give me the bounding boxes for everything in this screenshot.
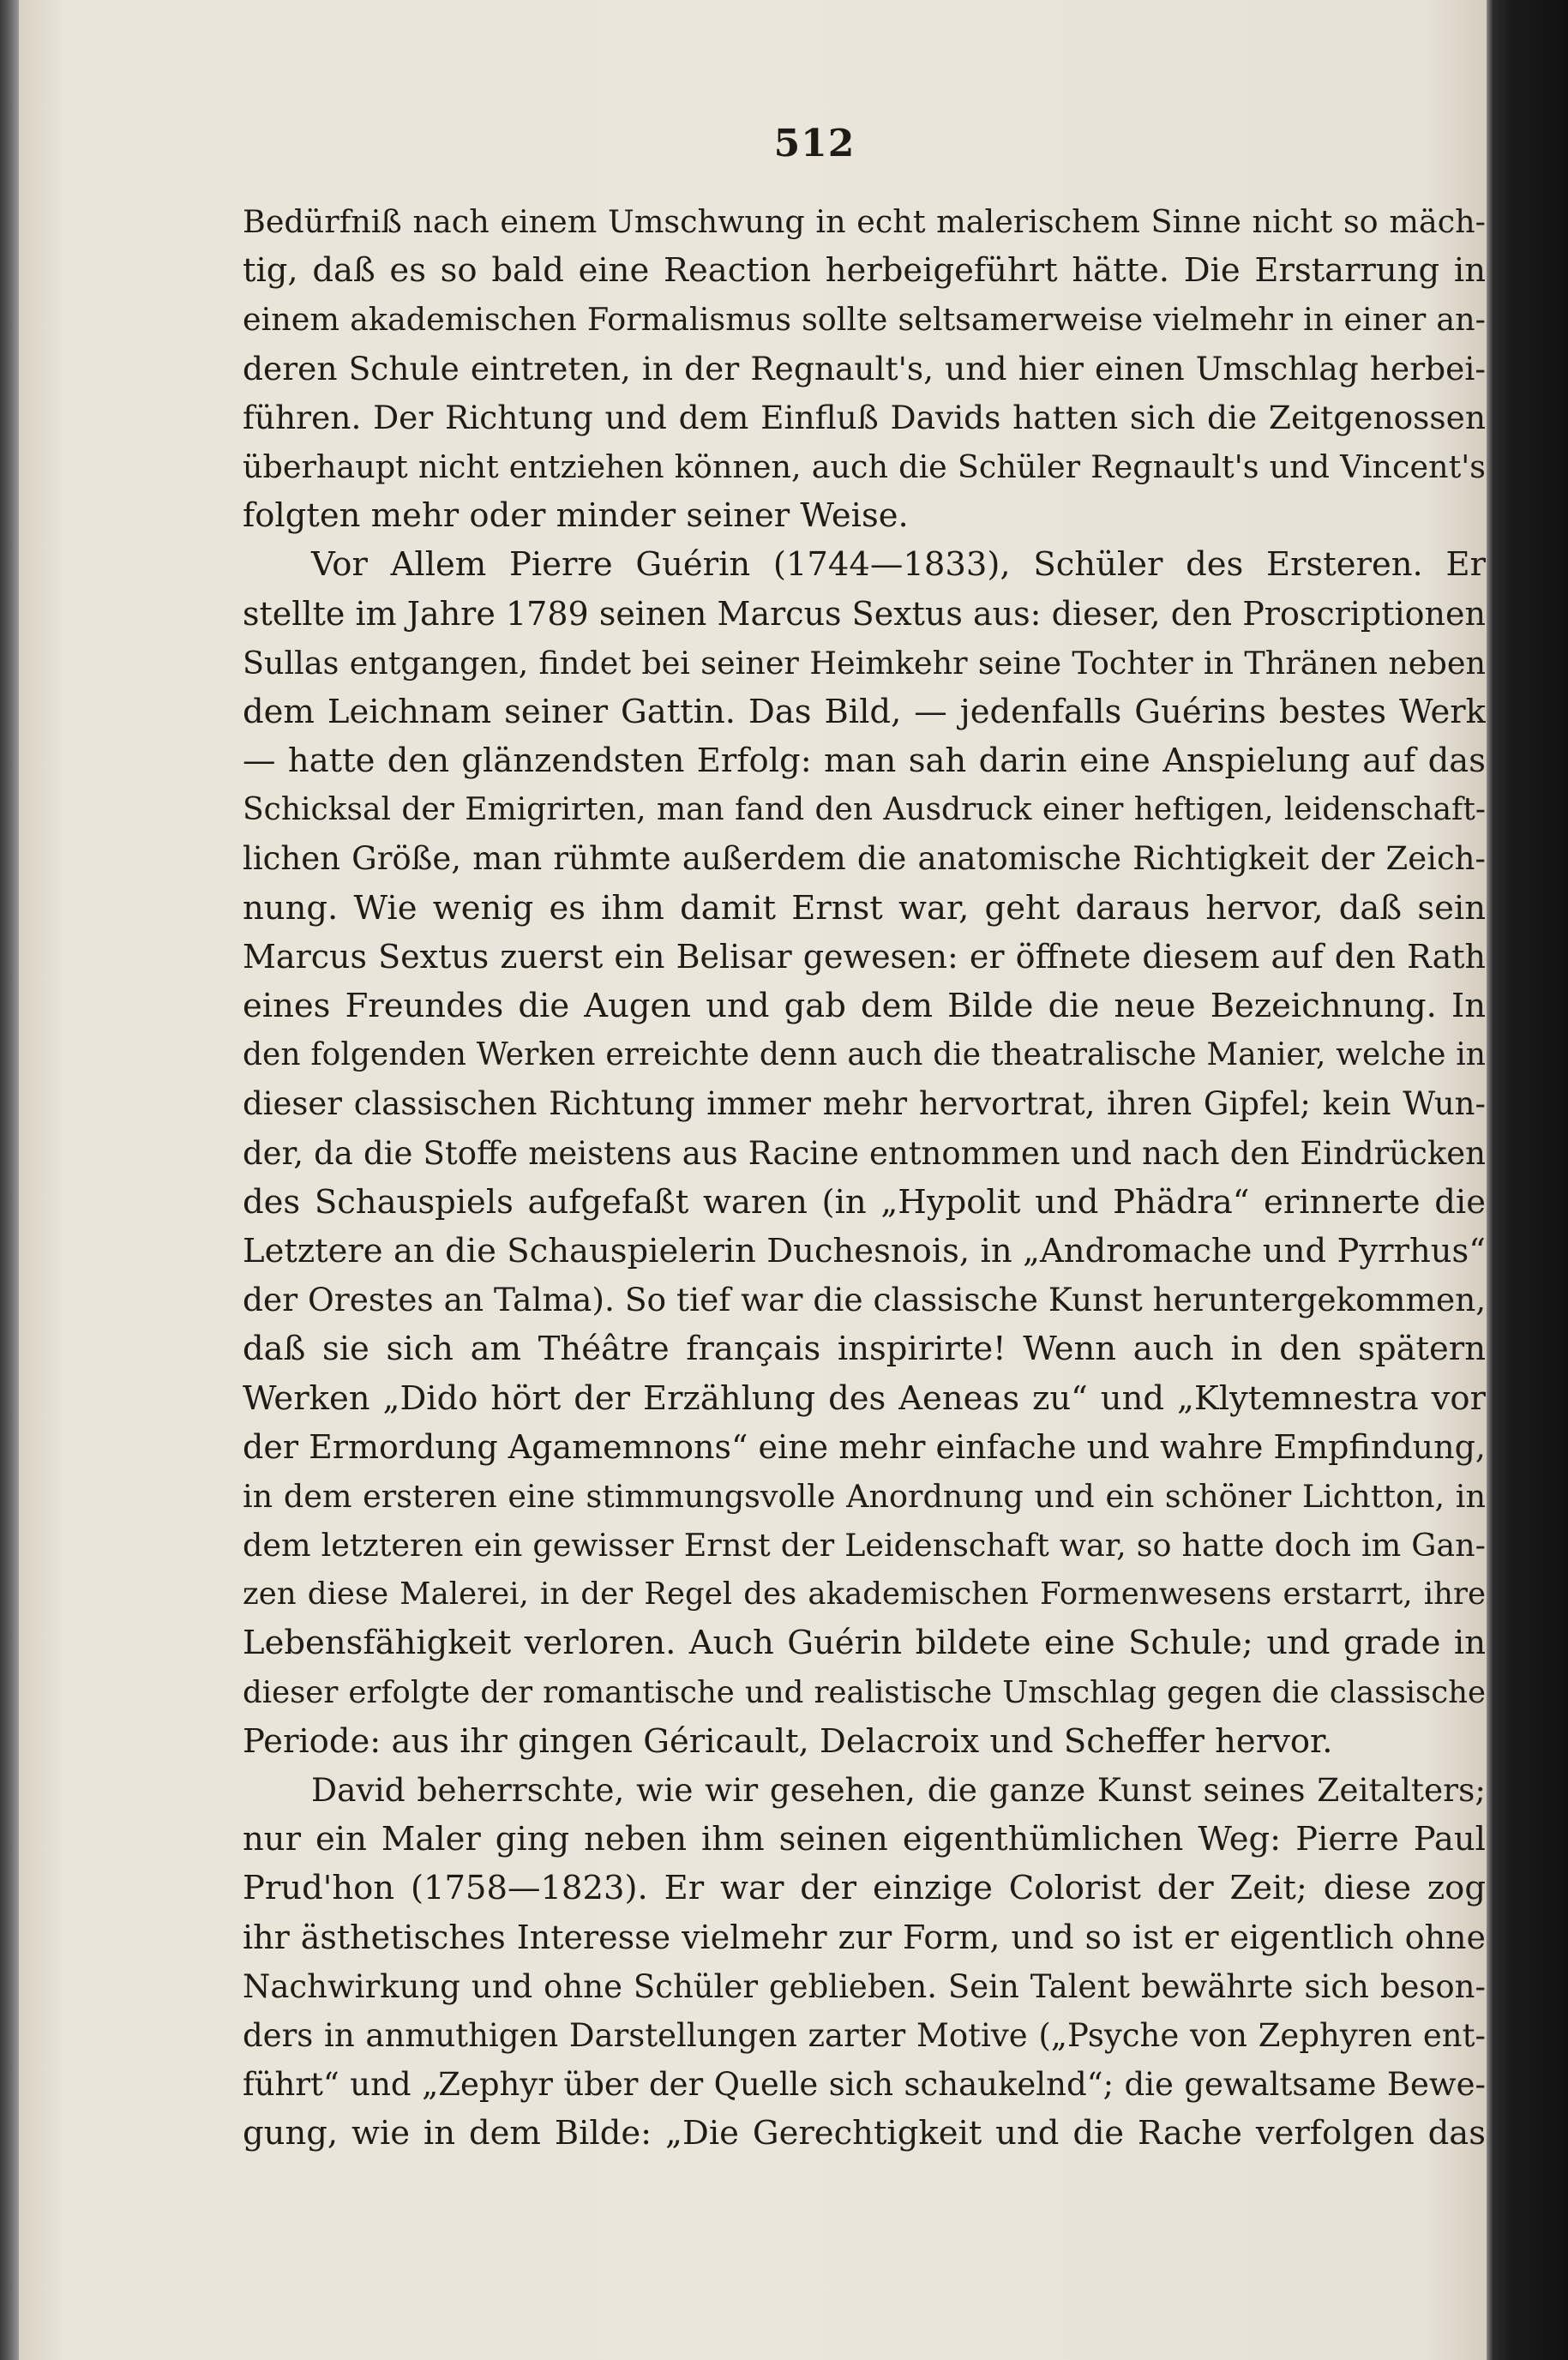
text-line: Nachwirkung und ohne Schüler geblieben. Sein Talent bewährte sich beson- xyxy=(243,1967,1486,2005)
text-line: nur ein Maler ging neben ihm seinen eigenthümlichen Weg: Pierre Paul xyxy=(243,1820,1486,1859)
text-line: folgten mehr oder minder seiner Weise. xyxy=(243,496,909,536)
text-line: Letztere an die Schauspielerin Duchesnois, in „Andromache und Pyrrhus“ xyxy=(243,1231,1486,1270)
page-stack-edge xyxy=(1487,0,1568,2360)
text-line: Werken „Dido hört der Erzählung des Aeneas zu“ und „Klytemnestra vor xyxy=(243,1378,1486,1418)
paragraph-start-line: Vor Allem Pierre Guérin (1744—1833), Schüler des Ersteren. Er xyxy=(311,545,1486,585)
text-line: in dem ersteren eine stimmungsvolle Anordnung und ein schöner Lichtton, in xyxy=(243,1477,1486,1515)
text-line: Lebensfähigkeit verloren. Auch Guérin bildete eine Schule; und grade in xyxy=(243,1624,1486,1663)
text-line: einem akademischen Formalismus sollte seltsamerweise vielmehr in einer an- xyxy=(243,301,1486,339)
text-line: führt“ und „Zephyr über der Quelle sich schaukelnd“; die gewaltsame Bewe- xyxy=(243,2066,1486,2104)
text-line: dem Leichnam seiner Gattin. Das Bild, — jedenfalls Guérins bestes Werk xyxy=(243,692,1486,731)
text-line: Marcus Sextus zuerst ein Belisar gewesen: er öffnete diesem auf den Rath xyxy=(243,937,1486,976)
text-line: dem letzteren ein gewisser Ernst der Leidenschaft war, so hatte doch im Gan- xyxy=(243,1527,1486,1564)
text-line: des Schauspiels aufgefaßt waren (in „Hypolit und Phädra“ erinnerte die xyxy=(243,1182,1486,1222)
text-line: der Orestes an Talma). So tief war die classische Kunst heruntergekommen, xyxy=(243,1281,1486,1319)
text-line: eines Freundes die Augen und gab dem Bilde die neue Bezeichnung. In xyxy=(243,987,1486,1025)
text-line: nung. Wie wenig es ihm damit Ernst war, geht daraus hervor, daß sein xyxy=(243,888,1486,928)
paragraph-start-line: David beherrschte, wie wir gesehen, die ganze Kunst seines Zeitalters; xyxy=(311,1771,1486,1809)
text-line: der Ermordung Agamemnons“ eine mehr einfache und wahre Empfindung, xyxy=(243,1427,1486,1466)
body-text xyxy=(243,197,1486,2159)
page-number: 512 xyxy=(773,122,856,165)
text-line: den folgenden Werken erreichte denn auch die theatralische Manier, welche in xyxy=(243,1037,1486,1073)
text-line: Prud'hon (1758—1823). Er war der einzige Colorist der Zeit; diese zog xyxy=(243,1869,1486,1908)
text-line: deren Schule eintreten, in der Regnault's, und hier einen Umschlag herbei- xyxy=(243,349,1486,387)
text-line: der, da die Stoffe meistens aus Racine entnommen und nach den Eindrücken xyxy=(243,1134,1486,1172)
text-line: dieser classischen Richtung immer mehr hervortrat, ihren Gipfel; kein Wun- xyxy=(243,1085,1486,1123)
text-line: überhaupt nicht entziehen können, auch die Schüler Regnault's und Vincent's xyxy=(243,447,1486,485)
text-line: führen. Der Richtung und dem Einfluß Davids hatten sich die Zeitgenossen xyxy=(243,398,1486,436)
text-line: daß sie sich am Théâtre français inspirirte! Wenn auch in den spätern xyxy=(243,1330,1486,1369)
text-line: — hatte den glänzendsten Erfolg: man sah darin eine Anspielung auf das xyxy=(243,742,1486,781)
text-line: dieser erfolgte der romantische und realistische Umschlag gegen die classische xyxy=(243,1674,1486,1710)
text-line: tig, daß es so bald eine Reaction herbeigeführt hätte. Die Erstarrung in xyxy=(243,251,1486,291)
text-line: zen diese Malerei, in der Regel des akademischen Formenwesens erstarrt, ihre xyxy=(243,1576,1486,1612)
text-line: lichen Größe, man rühmte außerdem die anatomische Richtigkeit der Zeich- xyxy=(243,840,1486,878)
text-line: stellte im Jahre 1789 seinen Marcus Sextus aus: dieser, den Proscriptionen xyxy=(243,594,1486,633)
text-line: gung, wie in dem Bilde: „Die Gerechtigkeit und die Rache verfolgen das xyxy=(243,2114,1486,2153)
text-line: Schicksal der Emigrirten, man fand den Ausdruck einer heftigen, leidenschaft- xyxy=(243,792,1486,828)
text-line: Sullas entgangen, findet bei seiner Heimkehr seine Tochter in Thränen neben xyxy=(243,644,1486,682)
text-line: Periode: aus ihr gingen Géricault, Delacroix und Scheffer hervor. xyxy=(243,1721,1333,1761)
text-line: ihr ästhetisches Interesse vielmehr zur Form, und so ist er eigentlich ohne xyxy=(243,1918,1486,1956)
text-line: Bedürfniß nach einem Umschwung in echt malerischem Sinne nicht so mäch- xyxy=(243,203,1486,240)
binding-gutter xyxy=(0,0,19,2360)
text-line: ders in anmuthigen Darstellungen zarter Motive („Psyche von Zephyren ent- xyxy=(243,2016,1486,2054)
